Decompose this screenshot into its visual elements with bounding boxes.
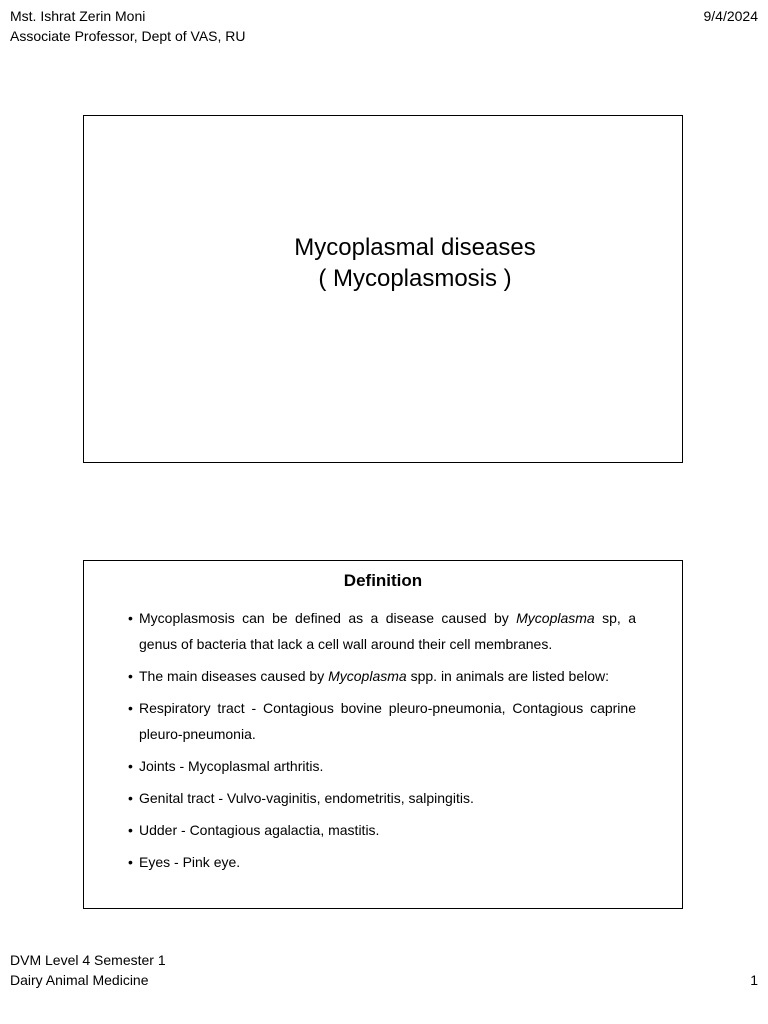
list-item: • Respiratory tract - Contagious bovine pleuro-pneumonia, Contagious caprine pleuro-pneumonia.: [128, 695, 636, 747]
list-item: • The main diseases caused by Mycoplasma spp. in animals are listed below:: [128, 663, 636, 689]
list-item: • Udder - Contagious agalactia, mastitis.: [128, 817, 636, 843]
bullet-icon: •: [128, 854, 133, 870]
slide-title-line1: Mycoplasmal diseases: [294, 234, 536, 261]
slide-title: [84, 232, 682, 294]
slide-title-line2: ( Mycoplasmosis ): [318, 265, 512, 292]
definition-slide: [83, 560, 683, 909]
bullet-icon: •: [128, 700, 133, 716]
page-number: 1: [750, 972, 758, 988]
bullet-icon: •: [128, 610, 133, 626]
course-level: DVM Level 4 Semester 1: [10, 952, 166, 968]
bullet-icon: •: [128, 822, 133, 838]
bullet-icon: •: [128, 790, 133, 806]
page-footer-left: [10, 950, 166, 990]
list-item: • Mycoplasmosis can be defined as a disease caused by Mycoplasma sp, a genus of bacteria that lack a cell wall around their cell membranes.: [128, 605, 636, 657]
author-name: Mst. Ishrat Zerin Moni: [10, 8, 146, 24]
title-slide: [83, 115, 683, 463]
slide-heading: Definition: [343, 571, 423, 590]
author-position: Associate Professor, Dept of VAS, RU: [10, 28, 246, 44]
course-name: Dairy Animal Medicine: [10, 972, 149, 988]
list-item: • Eyes - Pink eye.: [128, 849, 636, 875]
bullet-icon: •: [128, 668, 133, 684]
list-item: • Genital tract - Vulvo-vaginitis, endometritis, salpingitis.: [128, 785, 636, 811]
bullet-list: [84, 605, 682, 875]
page-header-left: [10, 6, 246, 46]
list-item: • Joints - Mycoplasmal arthritis.: [128, 753, 636, 779]
bullet-icon: •: [128, 758, 133, 774]
header-date: 9/4/2024: [703, 8, 758, 24]
